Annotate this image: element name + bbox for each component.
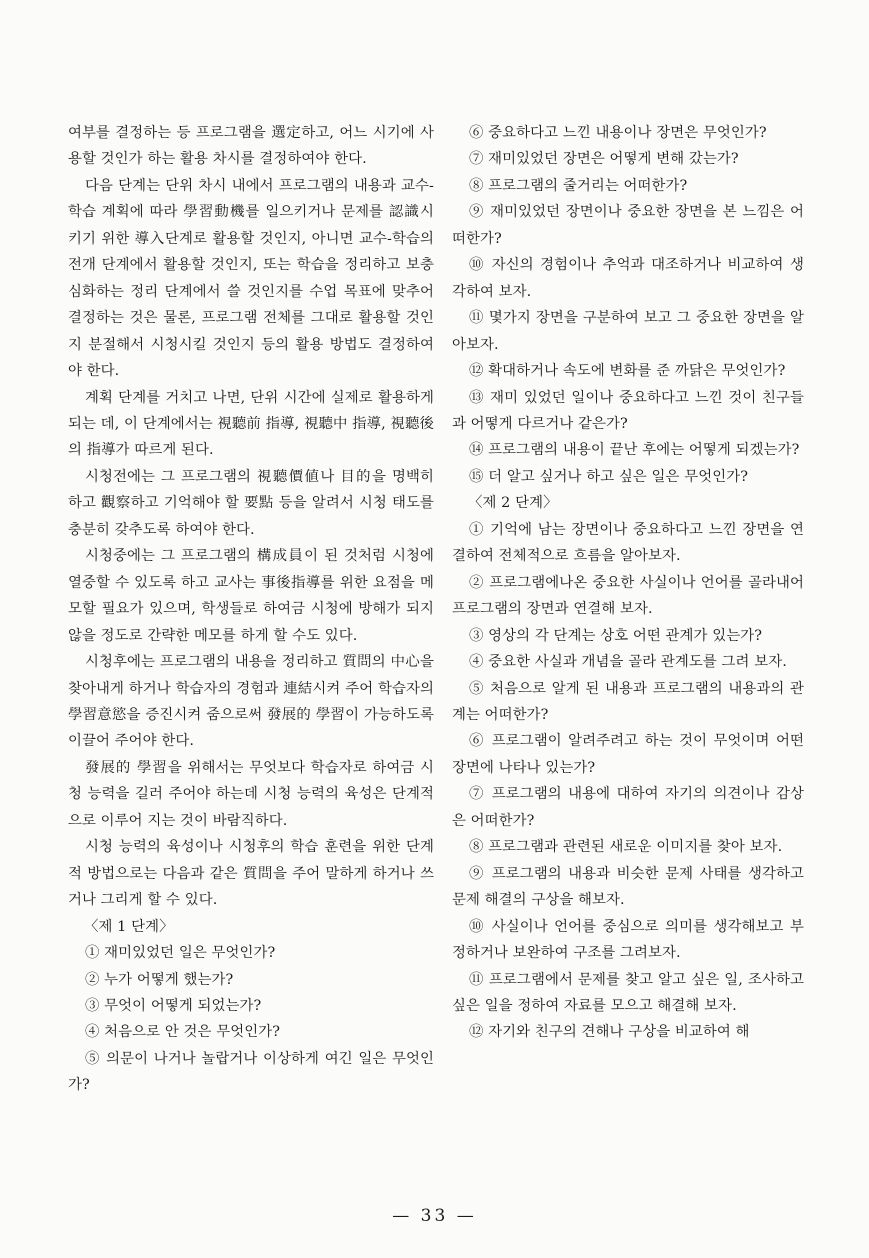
- list-item: ④ 중요한 사실과 개념을 골라 관계도를 그려 보자.: [469, 654, 787, 671]
- list-item: ③ 영상의 각 단계는 상호 어떤 관계가 있는가?: [469, 627, 763, 644]
- list-item: ① 기억에 남는 장면이나 중요하다고 느낀 장면을 연결하여 전체적으로 흐름을 알아보자.: [452, 521, 804, 565]
- list-item: ⑩ 자신의 경험이나 추억과 대조하거나 비교하여 생각하여 보자.: [452, 257, 804, 300]
- list-item: ⑧ 프로그램의 줄거리는 어떠한가?: [469, 177, 688, 194]
- paragraph: 시청후에는 프로그램의 내용을 정리하고 質問의 中心을 찾아내게 하거나 학습자의 경험과 連結시켜 주어 학습자의 學習意慾을 증진시켜 줌으로써 發展的 學習이 가능하도록 이끌어 주어야 한다.: [68, 654, 434, 750]
- paragraph: 여부를 결정하는 등 프로그램을 選定하고, 어느 시기에 사용할 것인가 하는 활용 차시를 결정하여야 한다.: [68, 125, 434, 168]
- list-item: ⑦ 재미있었던 장면은 어떻게 변해 갔는가?: [469, 151, 739, 168]
- paragraph: 계획 단계를 거치고 나면, 단위 시간에 실제로 활용하게 되는 데, 이 단계에서는 視聽前 指導, 視聽中 指導, 視聽後의 指導가 따르게 된다.: [68, 389, 434, 459]
- list-item: ⑦ 프로그램의 내용에 대하여 자기의 의견이나 감상은 어떠한가?: [452, 786, 804, 829]
- list-item: ⑩ 사실이나 언어를 중심으로 의미를 생각해보고 부정하거나 보완하여 구조를 그려보자.: [452, 918, 804, 962]
- list-item: ② 프로그램에나온 중요한 사실이나 언어를 골라내어 프로그램의 장면과 연결해 보자.: [452, 574, 804, 618]
- list-item: ⑭ 프로그램의 내용이 끝난 후에는 어떻게 되겠는가?: [469, 442, 800, 459]
- paragraph: 다음 단계는 단위 차시 내에서 프로그램의 내용과 교수-학습 계획에 따라 學習動機를 일으키거나 문제를 認識시키기 위한 導入단계로 활용할 것인지, 아니면 교수-학습의 전개 단계에서 활용할 것인지, 또는 학습을 정리하고 보충 심화하는 정리 단계에서 쓸 것인지를 수업 목표에 맞추어 결정하는 것은 물론, 프로그램 전체를 그대로 활용할 것인지 분절해서 시청시킬 것인지 등의 활용 방법도 결정하여야 한다.: [68, 177, 434, 380]
- list-item: ⑥ 중요하다고 느낀 내용이나 장면은 무엇인가?: [469, 125, 767, 141]
- list-item: ⑥ 프로그램이 알려주려고 하는 것이 무엇이며 어떤 장면에 나타나 있는가?: [452, 733, 804, 776]
- list-item: ⑤ 처음으로 알게 된 내용과 프로그램의 내용과의 관계는 어떠한가?: [452, 680, 804, 723]
- stage-label: 〈제 1 단계〉: [84, 918, 174, 935]
- list-item: ⑤ 의문이 나거나 놀랍거나 이상하게 여긴 일은 무엇인가?: [68, 1050, 434, 1094]
- paragraph: 시청 능력의 육성이나 시청후의 학습 훈련을 위한 단계적 방법으로는 다음과 같은 質問을 주어 말하게 하거나 쓰거나 그리게 할 수 있다.: [68, 839, 434, 909]
- list-item: ⑧ 프로그램과 관련된 새로운 이미지를 찾아 보자.: [469, 839, 783, 856]
- page-number: — 33 —: [392, 1206, 477, 1226]
- list-item: ⑫ 확대하거나 속도에 변화를 준 까닭은 무엇인가?: [469, 363, 786, 380]
- list-item: ⑪ 몇가지 장면을 구분하여 보고 그 중요한 장면을 알아보자.: [452, 310, 804, 353]
- list-item: ② 누가 어떻게 했는가?: [85, 971, 234, 988]
- list-item: ⑨ 프로그램의 내용과 비슷한 문제 사태를 생각하고 문제 해결의 구상을 해보자.: [452, 865, 804, 909]
- list-item: ⑨ 재미있었던 장면이나 중요한 장면을 본 느낌은 어떠한가?: [452, 204, 804, 247]
- list-item: ⑪ 프로그램에서 문제를 찾고 알고 싶은 일, 조사하고 싶은 일을 정하여 자료를 모으고 해결해 보자.: [452, 971, 804, 1014]
- right-column: [452, 120, 804, 1046]
- list-item: ⑬ 재미 있었던 일이나 중요하다고 느낀 것이 친구들과 어떻게 다르거나 같은가?: [452, 389, 804, 432]
- list-item: ④ 처음으로 안 것은 무엇인가?: [85, 1024, 281, 1041]
- paragraph: 發展的 學習을 위해서는 무엇보다 학습자로 하여금 시청 능력을 길러 주어야 하는데 시청 능력의 육성은 단계적으로 이루어 지는 것이 바람직하다.: [68, 759, 434, 829]
- list-item: ③ 무엇이 어떻게 되었는가?: [85, 997, 262, 1014]
- paragraph: 시청전에는 그 프로그램의 視聽價値나 目的을 명백히 하고 觀察하고 기억해야 할 要點 등을 알려서 시청 태도를 충분히 갖추도록 하여야 한다.: [68, 468, 434, 538]
- list-item: ⑫ 자기와 친구의 견해나 구상을 비교하여 해: [469, 1024, 750, 1041]
- list-item: ① 재미있었던 일은 무엇인가?: [85, 945, 276, 962]
- paragraph: 시청중에는 그 프로그램의 構成員이 된 것처럼 시청에 열중할 수 있도록 하고 교사는 事後指導를 위한 요점을 메모할 필요가 있으며, 학생들로 하여금 시청에 방해가 되지 않을 정도로 간략한 메모를 하게 할 수도 있다.: [68, 548, 434, 644]
- left-column: [68, 120, 434, 1099]
- stage-label: 〈제 2 단계〉: [468, 495, 558, 512]
- list-item: ⑮ 더 알고 싶거나 하고 싶은 일은 무엇인가?: [469, 468, 749, 485]
